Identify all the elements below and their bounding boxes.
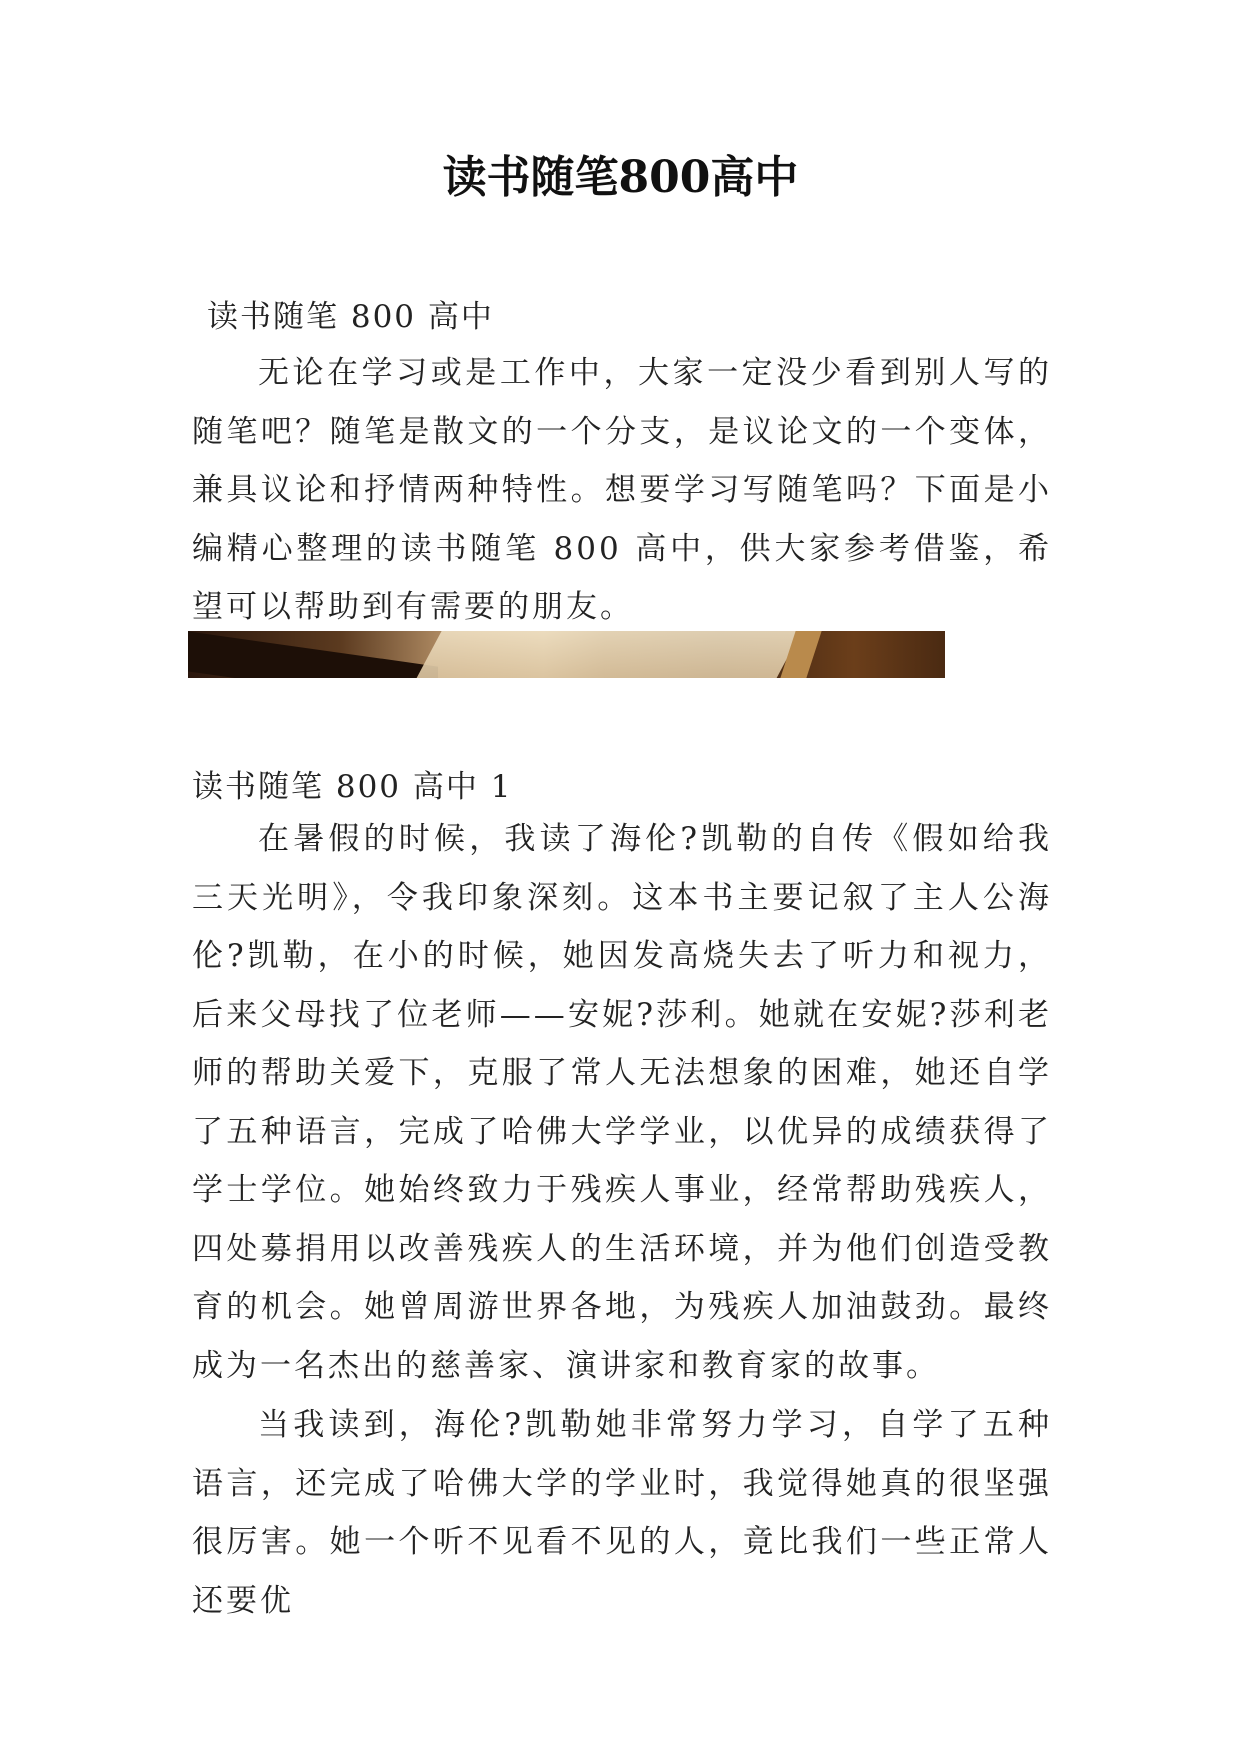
book-page-image (399, 631, 807, 678)
section-heading: 读书随笔 800 高中 1 (192, 769, 513, 805)
document-title: 读书随笔800高中 (442, 152, 799, 203)
intro-paragraph: 无论在学习或是工作中，大家一定没少看到别人写的随笔吧？随笔是散文的一个分支，是议论文的一个变体，兼具议论和抒情两种特性。想要学习写随笔吗？下面是小编精心整理的读书随笔 800 高中，供大家参考借鉴，希望可以帮助到有需要的朋友。 (192, 355, 1052, 625)
body-paragraph: 在暑假的时候，我读了海伦?凯勒的自传《假如给我三天光明》，令我印象深刻。这本书主要记叙了主人公海伦?凯勒，在小的时候，她因发高烧失去了听力和视力，后来父母找了位老师——安妮?莎利。她就在安妮?莎利老师的帮助关爱下，克服了常人无法想象的困难，她还自学了五种语言，完成了哈佛大学学业，以优异的成绩获得了学士学位。她始终致力于残疾人事业，经常帮助残疾人，四处募捐用以改善残疾人的生活环境，并为他们创造受教育的机会。她曾周游世界各地，为残疾人加油鼓劲。最终成为一名杰出的慈善家、演讲家和教育家的故事。 (192, 821, 1052, 1384)
document-subtitle: 读书随笔 800 高中 (207, 299, 494, 335)
body-paragraph: 当我读到，海伦?凯勒她非常努力学习，自学了五种语言，还完成了哈佛大学的学业时，我觉得她真的很坚强很厉害。她一个听不见看不见的人，竟比我们一些正常人还要优 (192, 1407, 1052, 1619)
photo-shadow (188, 631, 438, 678)
book-photo-banner (188, 631, 945, 678)
